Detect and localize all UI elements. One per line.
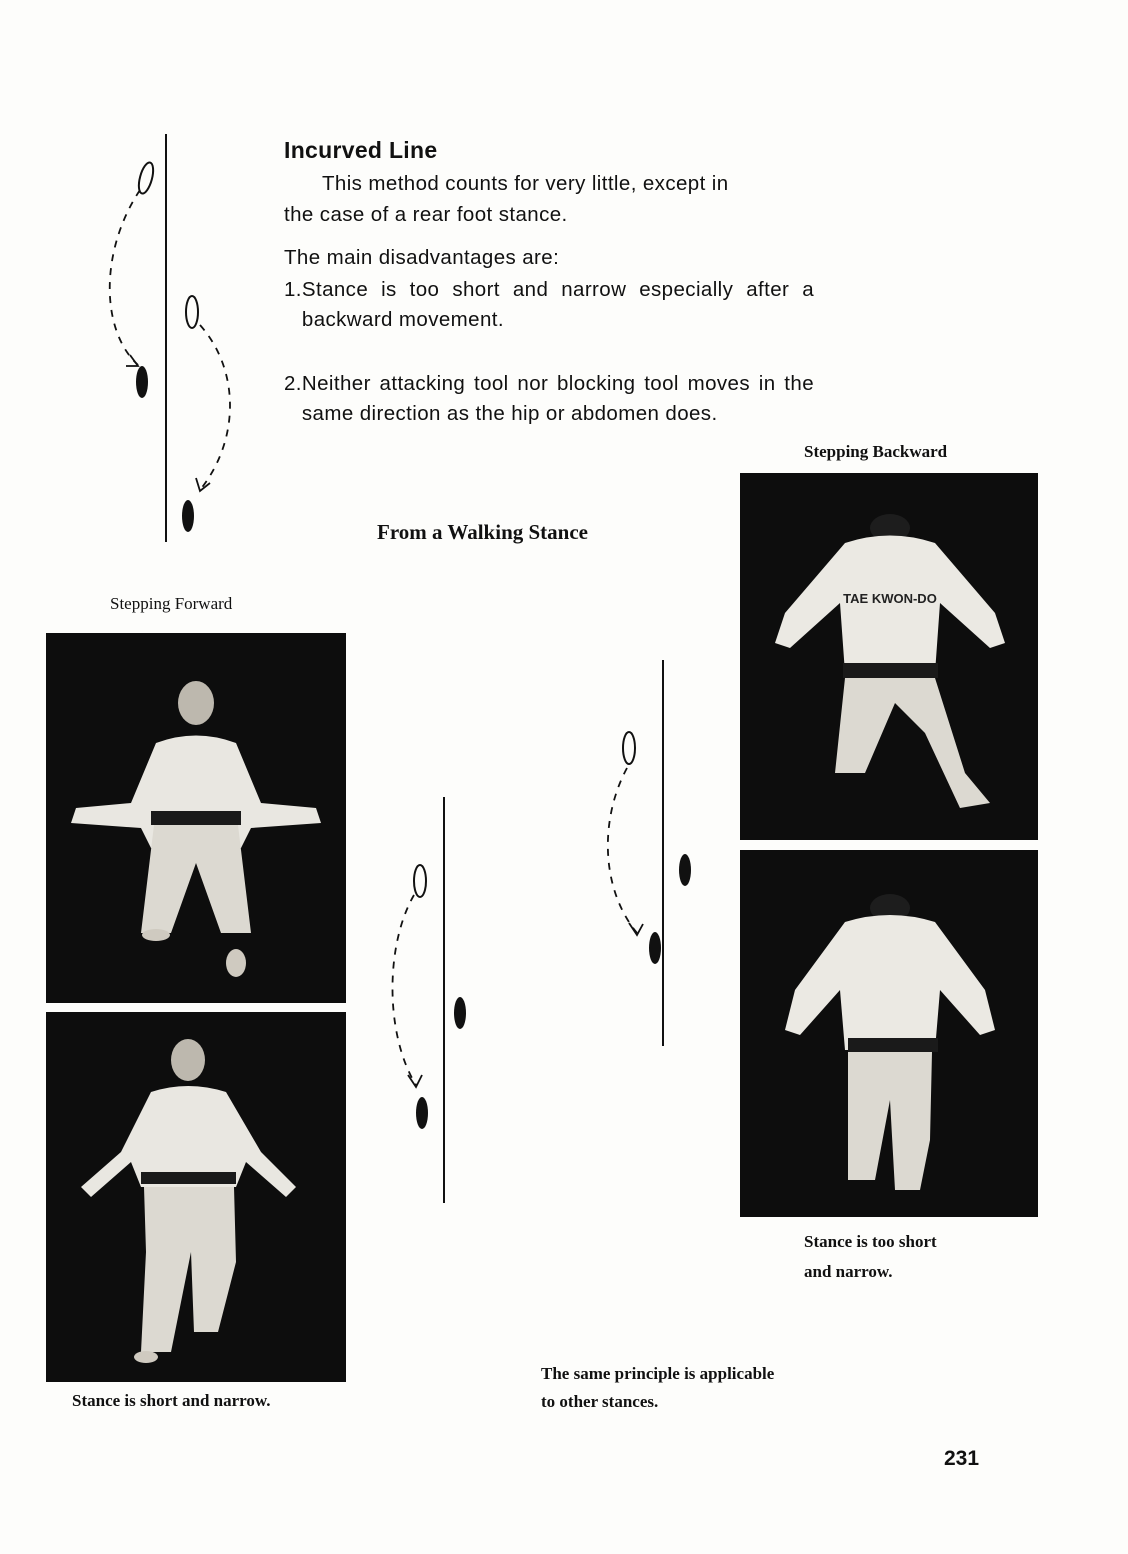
- footprint-solid-left-icon: [136, 366, 148, 398]
- subheading: From a Walking Stance: [377, 520, 588, 544]
- caption-stepping-forward: Stepping Forward: [110, 594, 233, 613]
- item-number: 2.: [284, 372, 302, 395]
- caption-backward-result: [804, 1227, 937, 1287]
- step-path: [392, 895, 416, 1085]
- caption-principle: [541, 1360, 774, 1416]
- photo-backward-1: [740, 473, 1038, 840]
- arrow-head: [408, 1075, 422, 1087]
- caption-principle-line-1: The same principle is applicable: [541, 1364, 775, 1383]
- caption-backward-line-1: Stance is too short: [804, 1232, 937, 1251]
- intro-line-1: This method counts for very little, except in: [322, 172, 729, 195]
- caption-forward-result: Stance is short and narrow.: [72, 1391, 271, 1410]
- step-path-left: [110, 190, 140, 365]
- uniform-lettering: TAE KWON-DO: [843, 591, 937, 606]
- footprint-solid-icon: [649, 932, 661, 964]
- backward-footprint-diagram: [595, 658, 715, 1048]
- photo-backward-2: [740, 850, 1038, 1217]
- footprint-outline-right-icon: [186, 296, 198, 328]
- footprint-solid-right-icon: [182, 500, 194, 532]
- item-number: 1.: [284, 278, 302, 301]
- disadvantages-intro: The main disadvantages are:: [284, 246, 560, 269]
- footprint-outline-icon: [414, 865, 426, 897]
- disadvantage-item-2: [284, 369, 814, 429]
- footprint-solid-icon: [679, 854, 691, 886]
- photo-forward-1: [46, 633, 346, 1003]
- arrow-head-right: [196, 478, 210, 491]
- footprint-solid-icon: [416, 1097, 428, 1129]
- step-path: [608, 768, 637, 933]
- intro-line-2: the case of a rear foot stance.: [284, 203, 568, 226]
- disadvantage-item-1: [284, 275, 814, 335]
- item-text: Neither attacking tool nor blocking tool moves in the same direction as the hip or abdomen does.: [301, 372, 814, 425]
- caption-stepping-backward: Stepping Backward: [804, 442, 948, 461]
- incurved-line-diagram: [100, 130, 250, 550]
- section-heading: Incurved Line: [284, 137, 438, 163]
- arrow-head-left: [126, 355, 138, 366]
- caption-backward-line-2: and narrow.: [804, 1262, 893, 1281]
- footprint-outline-top-icon: [136, 161, 156, 195]
- caption-principle-line-2: to other stances.: [541, 1392, 659, 1411]
- photo-forward-2: [46, 1012, 346, 1382]
- page-number: 231: [944, 1447, 980, 1470]
- step-path-right: [200, 325, 230, 490]
- footprint-solid-icon: [454, 997, 466, 1029]
- item-text: Stance is too short and narrow especially after a backward movement.: [301, 278, 814, 331]
- forward-footprint-diagram: [380, 795, 480, 1205]
- footprint-outline-icon: [623, 732, 635, 764]
- arrow-head: [629, 923, 643, 935]
